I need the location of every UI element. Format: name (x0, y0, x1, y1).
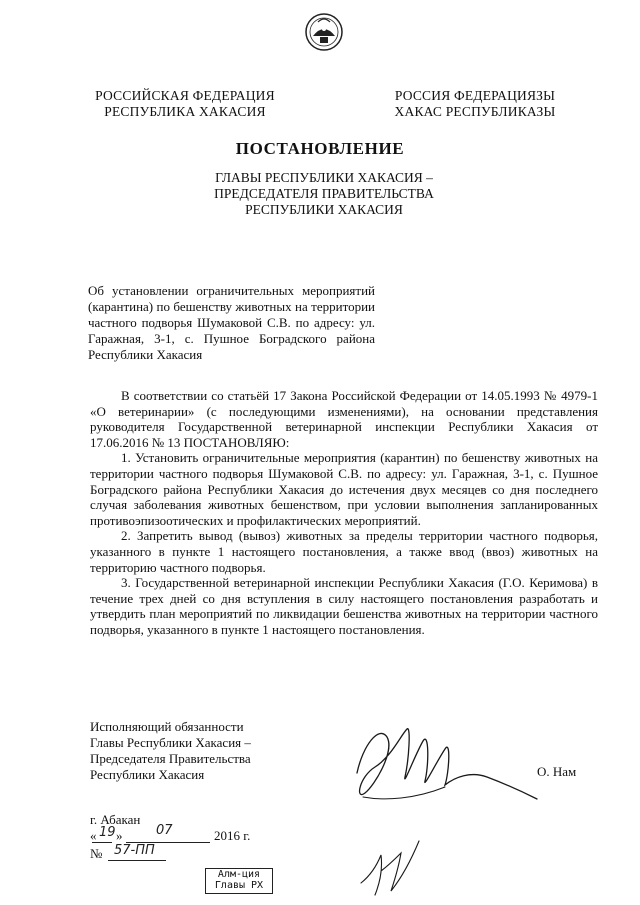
number-prefix: № (90, 846, 103, 861)
header-right-line1: РОССИЯ ФЕДЕРАЦИЯЗЫ (394, 88, 556, 103)
signatory-line2: Главы Республики Хакасия – (90, 735, 251, 750)
body-item-3: 3. Государственной ветеринарной инспекции Республики Хакасия (Г.О. Керимова) в течение трех дней со дня вступления в силу настоящего постановления разработать и утвердить план мероприятий по ликвидации бешенства животных на территории частного подворья, указанного в пункте 1 настоящего постановления. (90, 575, 598, 637)
document-body (90, 388, 598, 638)
document-subject: Об установлении ограничительных мероприятий (карантина) по бешенству животных на территории частного подворья Шумаковой С.В. по адресу: ул. Гаражная, 3-1, с. Пушное Боградского района Республики Хакасия (88, 283, 375, 362)
signatory-name: О. Нам (537, 764, 577, 779)
date-month: 07 (156, 823, 173, 838)
stamp-line1: Алм-ция (217, 869, 261, 880)
stamp-line2: Главы РХ (214, 880, 264, 891)
signatory-line1: Исполняющий обязанности (90, 719, 244, 734)
document-subtitle (160, 170, 488, 218)
number-underline (108, 860, 166, 861)
date-close-quote: » (116, 828, 123, 843)
city: г. Абакан (90, 812, 141, 827)
subtitle-line3: РЕСПУБЛИКИ ХАКАСИЯ (245, 202, 403, 217)
date-open-quote: « (90, 828, 97, 843)
date-day: 19 (99, 825, 116, 840)
number-line (90, 845, 290, 863)
number-value: 57-ПП (114, 843, 155, 858)
subtitle-line2: ПРЕДСЕДАТЕЛЯ ПРАВИТЕЛЬСТВА (214, 186, 434, 201)
date-year: 2016 г. (214, 828, 251, 843)
office-stamp (205, 868, 273, 894)
body-item-1: 1. Установить ограничительные мероприятия (карантин) по бешенству животных на территории частного подворья Шумаковой С.В. по адресу: ул. Гаражная, 3-1, с. Пушное Боградского района Республики Хакасия до истечения двух месяцев со дня последнего случая заболевания животных бешенством, при условии выполнения запланированных противоэпизоотических и профилактических мероприятий. (90, 450, 598, 528)
header-left-line1: РОССИЙСКАЯ ФЕДЕРАЦИЯ (95, 88, 275, 103)
signatory-line3: Председателя Правительства (90, 751, 251, 766)
header-left (80, 88, 290, 120)
signatory-line4: Республики Хакасия (90, 767, 205, 782)
header-left-line2: РЕСПУБЛИКА ХАКАСИЯ (104, 104, 266, 119)
header-right-line2: ХАКАС РЕСПУБЛИКАЗЫ (394, 104, 556, 119)
handwritten-initials (355, 835, 425, 900)
date-day-underline (92, 842, 112, 843)
body-intro: В соответствии со статьёй 17 Закона Российской Федерации от 14.05.1993 № 4979-1 «О ветеринарии» (с последующими изменениями), на основании представления руководителя Государственной ветеринарной инспекции Республики Хакасия от 17.06.2016 № 13 ПОСТАНОВЛЯЮ: (90, 388, 598, 450)
signatory-title (90, 719, 290, 783)
coat-of-arms-icon (304, 12, 344, 52)
header-right (375, 88, 575, 120)
handwritten-signature (345, 715, 545, 820)
document-title: ПОСТАНОВЛЕНИЕ (235, 139, 405, 158)
body-item-2: 2. Запретить вывод (вывоз) животных за пределы территории частного подворья, указанного в пункте 1 настоящего постановления, а также ввод (ввоз) животных на территорию частного подворья. (90, 528, 598, 575)
subtitle-line1: ГЛАВЫ РЕСПУБЛИКИ ХАКАСИЯ – (215, 170, 433, 185)
